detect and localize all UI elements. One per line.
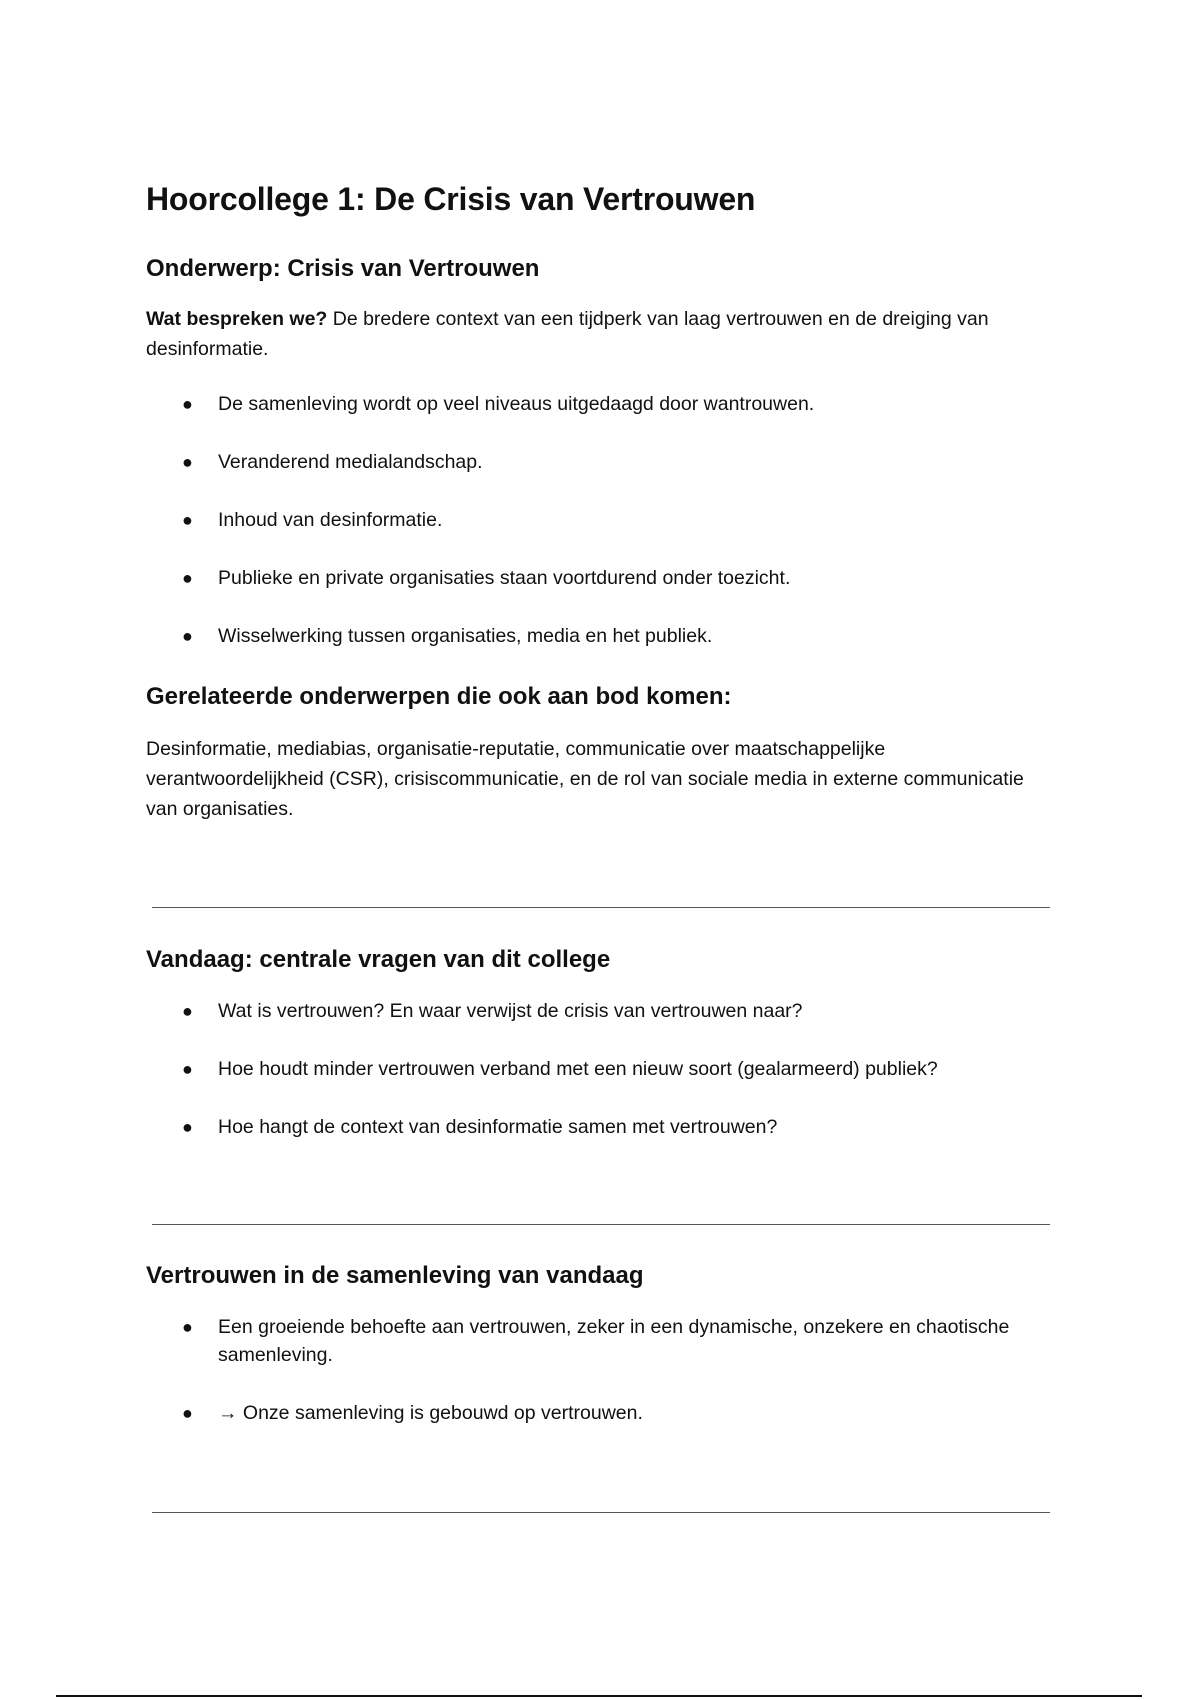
list-item-text: → Onze samenleving is gebouwd op vertrouwen. <box>218 1402 643 1424</box>
page-bottom-rule <box>56 1695 1142 1697</box>
trust-bullet-list <box>146 1313 1056 1427</box>
bullet-icon: ● <box>182 452 193 473</box>
trust-section <box>146 1261 1056 1457</box>
list-item-text: Inhoud van desinformatie. <box>218 509 443 532</box>
bullet-icon: ● <box>182 1001 193 1021</box>
section-heading-topic: Onderwerp: Crisis van Vertrouwen <box>146 255 540 283</box>
list-item <box>146 622 1056 650</box>
list-item <box>146 1399 1056 1427</box>
section-heading-questions: Vandaag: centrale vragen van dit college <box>146 946 611 973</box>
horizontal-divider <box>152 1224 1050 1225</box>
intro-paragraph <box>146 304 1056 364</box>
bullet-icon: ● <box>182 568 193 589</box>
bullet-icon: ● <box>182 626 193 647</box>
list-item-text: De samenleving wordt op veel niveaus uitgedaagd door wantrouwen. <box>218 393 815 416</box>
topic-bullet-list <box>146 390 1056 650</box>
list-item <box>146 506 1056 534</box>
horizontal-divider <box>152 1512 1050 1513</box>
list-item-text: Hoe houdt minder vertrouwen verband met een nieuw soort (gealarmeerd) publiek? <box>218 1058 938 1080</box>
bullet-icon: ● <box>182 1059 193 1079</box>
list-item <box>146 448 1056 476</box>
section-heading-trust: Vertrouwen in de samenleving van vandaag <box>146 1262 644 1289</box>
page-title: Hoorcollege 1: De Crisis van Vertrouwen <box>146 181 756 217</box>
questions-bullet-list <box>146 997 1056 1141</box>
list-item <box>146 1055 1056 1083</box>
intro-text: De bredere context van een tijdperk van laag vertrouwen en de dreiging van desinformatie. <box>146 308 989 361</box>
list-item-text: Wisselwerking tussen organisaties, media en het publiek. <box>218 625 713 648</box>
bullet-icon: ● <box>182 1317 193 1337</box>
questions-section <box>146 945 1056 1171</box>
related-paragraph: Desinformatie, mediabias, organisatie-reputatie, communicatie over maatschappelijke verantwoordelijkheid (CSR), crisiscommunicatie, en de rol van sociale media in externe communicatie van organisaties. <box>146 738 1024 821</box>
list-item-text: Wat is vertrouwen? En waar verwijst de crisis van vertrouwen naar? <box>218 1000 803 1022</box>
list-item <box>146 1113 1056 1141</box>
list-item <box>146 997 1056 1025</box>
list-item <box>146 1313 1056 1369</box>
list-item-text: Veranderend medialandschap. <box>218 451 483 474</box>
document-body <box>146 180 1056 824</box>
horizontal-divider <box>152 907 1050 908</box>
list-item <box>146 564 1056 592</box>
bullet-icon: ● <box>182 1117 193 1137</box>
list-item-text: Een groeiende behoefte aan vertrouwen, zeker in een dynamische, onzekere en chaotische samenleving. <box>218 1316 1010 1366</box>
list-item-text: Hoe hangt de context van desinformatie samen met vertrouwen? <box>218 1116 778 1138</box>
intro-bold-label: Wat bespreken we? <box>146 308 328 331</box>
section-heading-related: Gerelateerde onderwerpen die ook aan bod komen: <box>146 683 732 711</box>
bullet-icon: ● <box>182 1403 193 1423</box>
bullet-icon: ● <box>182 510 193 531</box>
bullet-icon: ● <box>182 394 193 415</box>
list-item <box>146 390 1056 418</box>
list-item-text: Publieke en private organisaties staan voortdurend onder toezicht. <box>218 567 791 590</box>
